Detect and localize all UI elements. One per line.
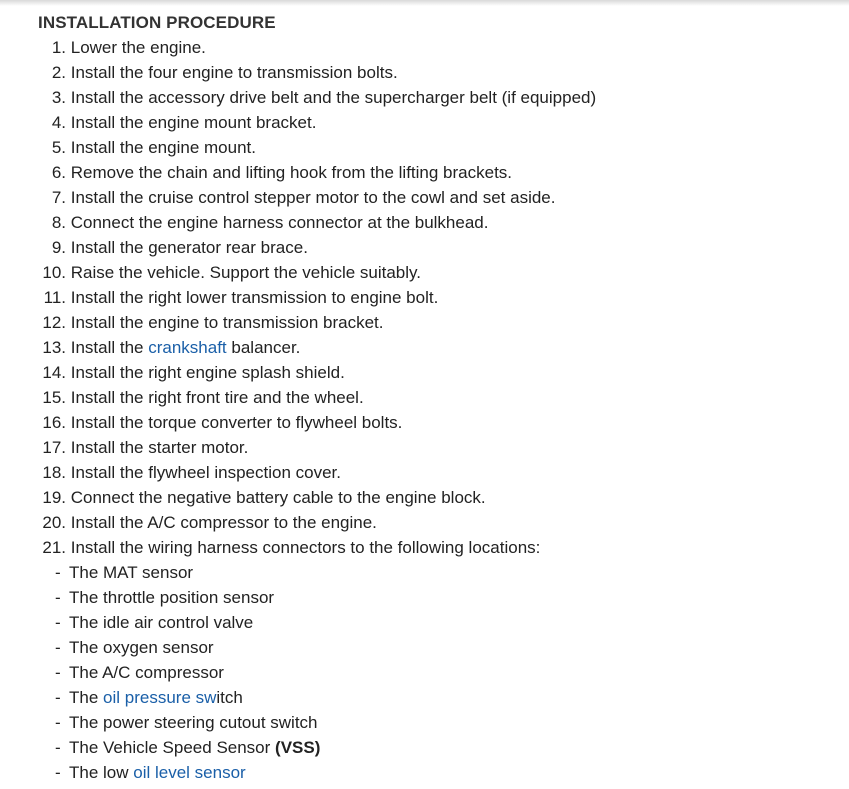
step-number: 14. [42,363,66,382]
step-13 [38,335,838,360]
crankshaft-link[interactable]: crankshaft [148,338,227,357]
step-9 [38,235,838,260]
step-text: Install the four engine to transmission bolts. [70,63,398,82]
step-number: 6. [51,163,66,182]
step-16 [38,410,838,435]
step-text: Install the flywheel inspection cover. [70,463,341,482]
sub-item-power-steering-cutout-switch [38,710,838,735]
step-text: Lower the engine. [70,38,206,57]
step-text: Install the right lower transmission to engine bolt. [70,288,439,307]
step-text: Install the engine mount bracket. [70,113,317,132]
sub-item-mat-sensor [38,560,838,585]
sub-item-text-pre: The low [69,763,134,782]
step-21 [38,535,838,560]
step-text: Connect the negative battery cable to the engine block. [70,488,486,507]
step-number: 13. [42,338,66,357]
step-number: 7. [51,188,66,207]
steps-list [38,35,838,560]
step-number: 20. [42,513,66,532]
step-5 [38,135,838,160]
step-number: 5. [51,138,66,157]
sub-item-idle-air-control-valve [38,610,838,635]
connector-locations-list [38,560,838,785]
step-4 [38,110,838,135]
sub-item-oxygen-sensor [38,635,838,660]
dash-marker: - [55,738,61,757]
step-number: 4. [51,113,66,132]
dash-marker: - [55,663,61,682]
dash-marker: - [55,613,61,632]
step-text: Install the engine mount. [70,138,256,157]
sub-item-vehicle-speed-sensor [38,735,838,760]
step-3 [38,85,838,110]
step-number: 19. [42,488,66,507]
step-number: 3. [51,88,66,107]
sub-item-text: The oxygen sensor [69,638,214,657]
step-text: Install the right front tire and the wheel. [70,388,364,407]
step-number: 9. [51,238,66,257]
step-text: Install the generator rear brace. [70,238,308,257]
dash-marker: - [55,713,61,732]
installation-procedure [38,10,838,785]
step-text: Install the A/C compressor to the engine. [70,513,377,532]
step-text-post: balancer. [226,338,301,357]
step-text: Install the torque converter to flywheel bolts. [70,413,403,432]
step-number: 21. [42,538,66,557]
step-number: 16. [42,413,66,432]
step-text: Install the cruise control stepper motor to the cowl and set aside. [70,188,556,207]
step-text: Install the accessory drive belt and the supercharger belt (if equipped) [70,88,597,107]
step-7 [38,185,838,210]
sub-item-text: The throttle position sensor [69,588,275,607]
sub-item-text-pre: The Vehicle Speed Sensor [69,738,276,757]
step-20 [38,510,838,535]
step-14 [38,360,838,385]
step-text: Remove the chain and lifting hook from the lifting brackets. [70,163,513,182]
step-text: Raise the vehicle. Support the vehicle suitably. [70,263,422,282]
step-19 [38,485,838,510]
sub-item-throttle-position-sensor [38,585,838,610]
sub-item-low-oil-level-sensor [38,760,838,785]
oil-pressure-switch-link[interactable]: oil pressure sw [103,688,217,707]
step-number: 8. [51,213,66,232]
sub-item-text: The idle air control valve [69,613,254,632]
step-text: Connect the engine harness connector at the bulkhead. [70,213,489,232]
dash-marker: - [55,563,61,582]
step-text: Install the right engine splash shield. [70,363,345,382]
step-number: 10. [42,263,66,282]
step-1 [38,35,838,60]
vss-abbreviation: (VSS) [275,738,321,757]
top-shadow-divider [0,0,849,6]
step-8 [38,210,838,235]
step-number: 12. [42,313,66,332]
section-heading: INSTALLATION PROCEDURE [38,13,276,32]
step-number: 1. [51,38,66,57]
step-18 [38,460,838,485]
sub-item-text: The MAT sensor [69,563,194,582]
sub-item-text: The power steering cutout switch [69,713,318,732]
step-11 [38,285,838,310]
step-10 [38,260,838,285]
sub-item-text-pre: The [69,688,104,707]
step-number: 18. [42,463,66,482]
step-text: Install the wiring harness connectors to the following locations: [70,538,541,557]
dash-marker: - [55,688,61,707]
sub-item-text: The A/C compressor [69,663,224,682]
sub-item-oil-pressure-switch [38,685,838,710]
step-text-pre: Install the [70,338,149,357]
dash-marker: - [55,638,61,657]
step-number: 11. [43,288,66,307]
dash-marker: - [55,763,61,782]
step-number: 2. [51,63,66,82]
dash-marker: - [55,588,61,607]
step-text: Install the engine to transmission bracket. [70,313,384,332]
sub-item-text-post: itch [216,688,243,707]
step-12 [38,310,838,335]
step-15 [38,385,838,410]
step-2 [38,60,838,85]
step-text: Install the starter motor. [70,438,249,457]
step-number: 15. [42,388,66,407]
step-number: 17. [42,438,66,457]
sub-item-ac-compressor [38,660,838,685]
step-6 [38,160,838,185]
step-17 [38,435,838,460]
oil-level-sensor-link[interactable]: oil level sensor [133,763,246,782]
